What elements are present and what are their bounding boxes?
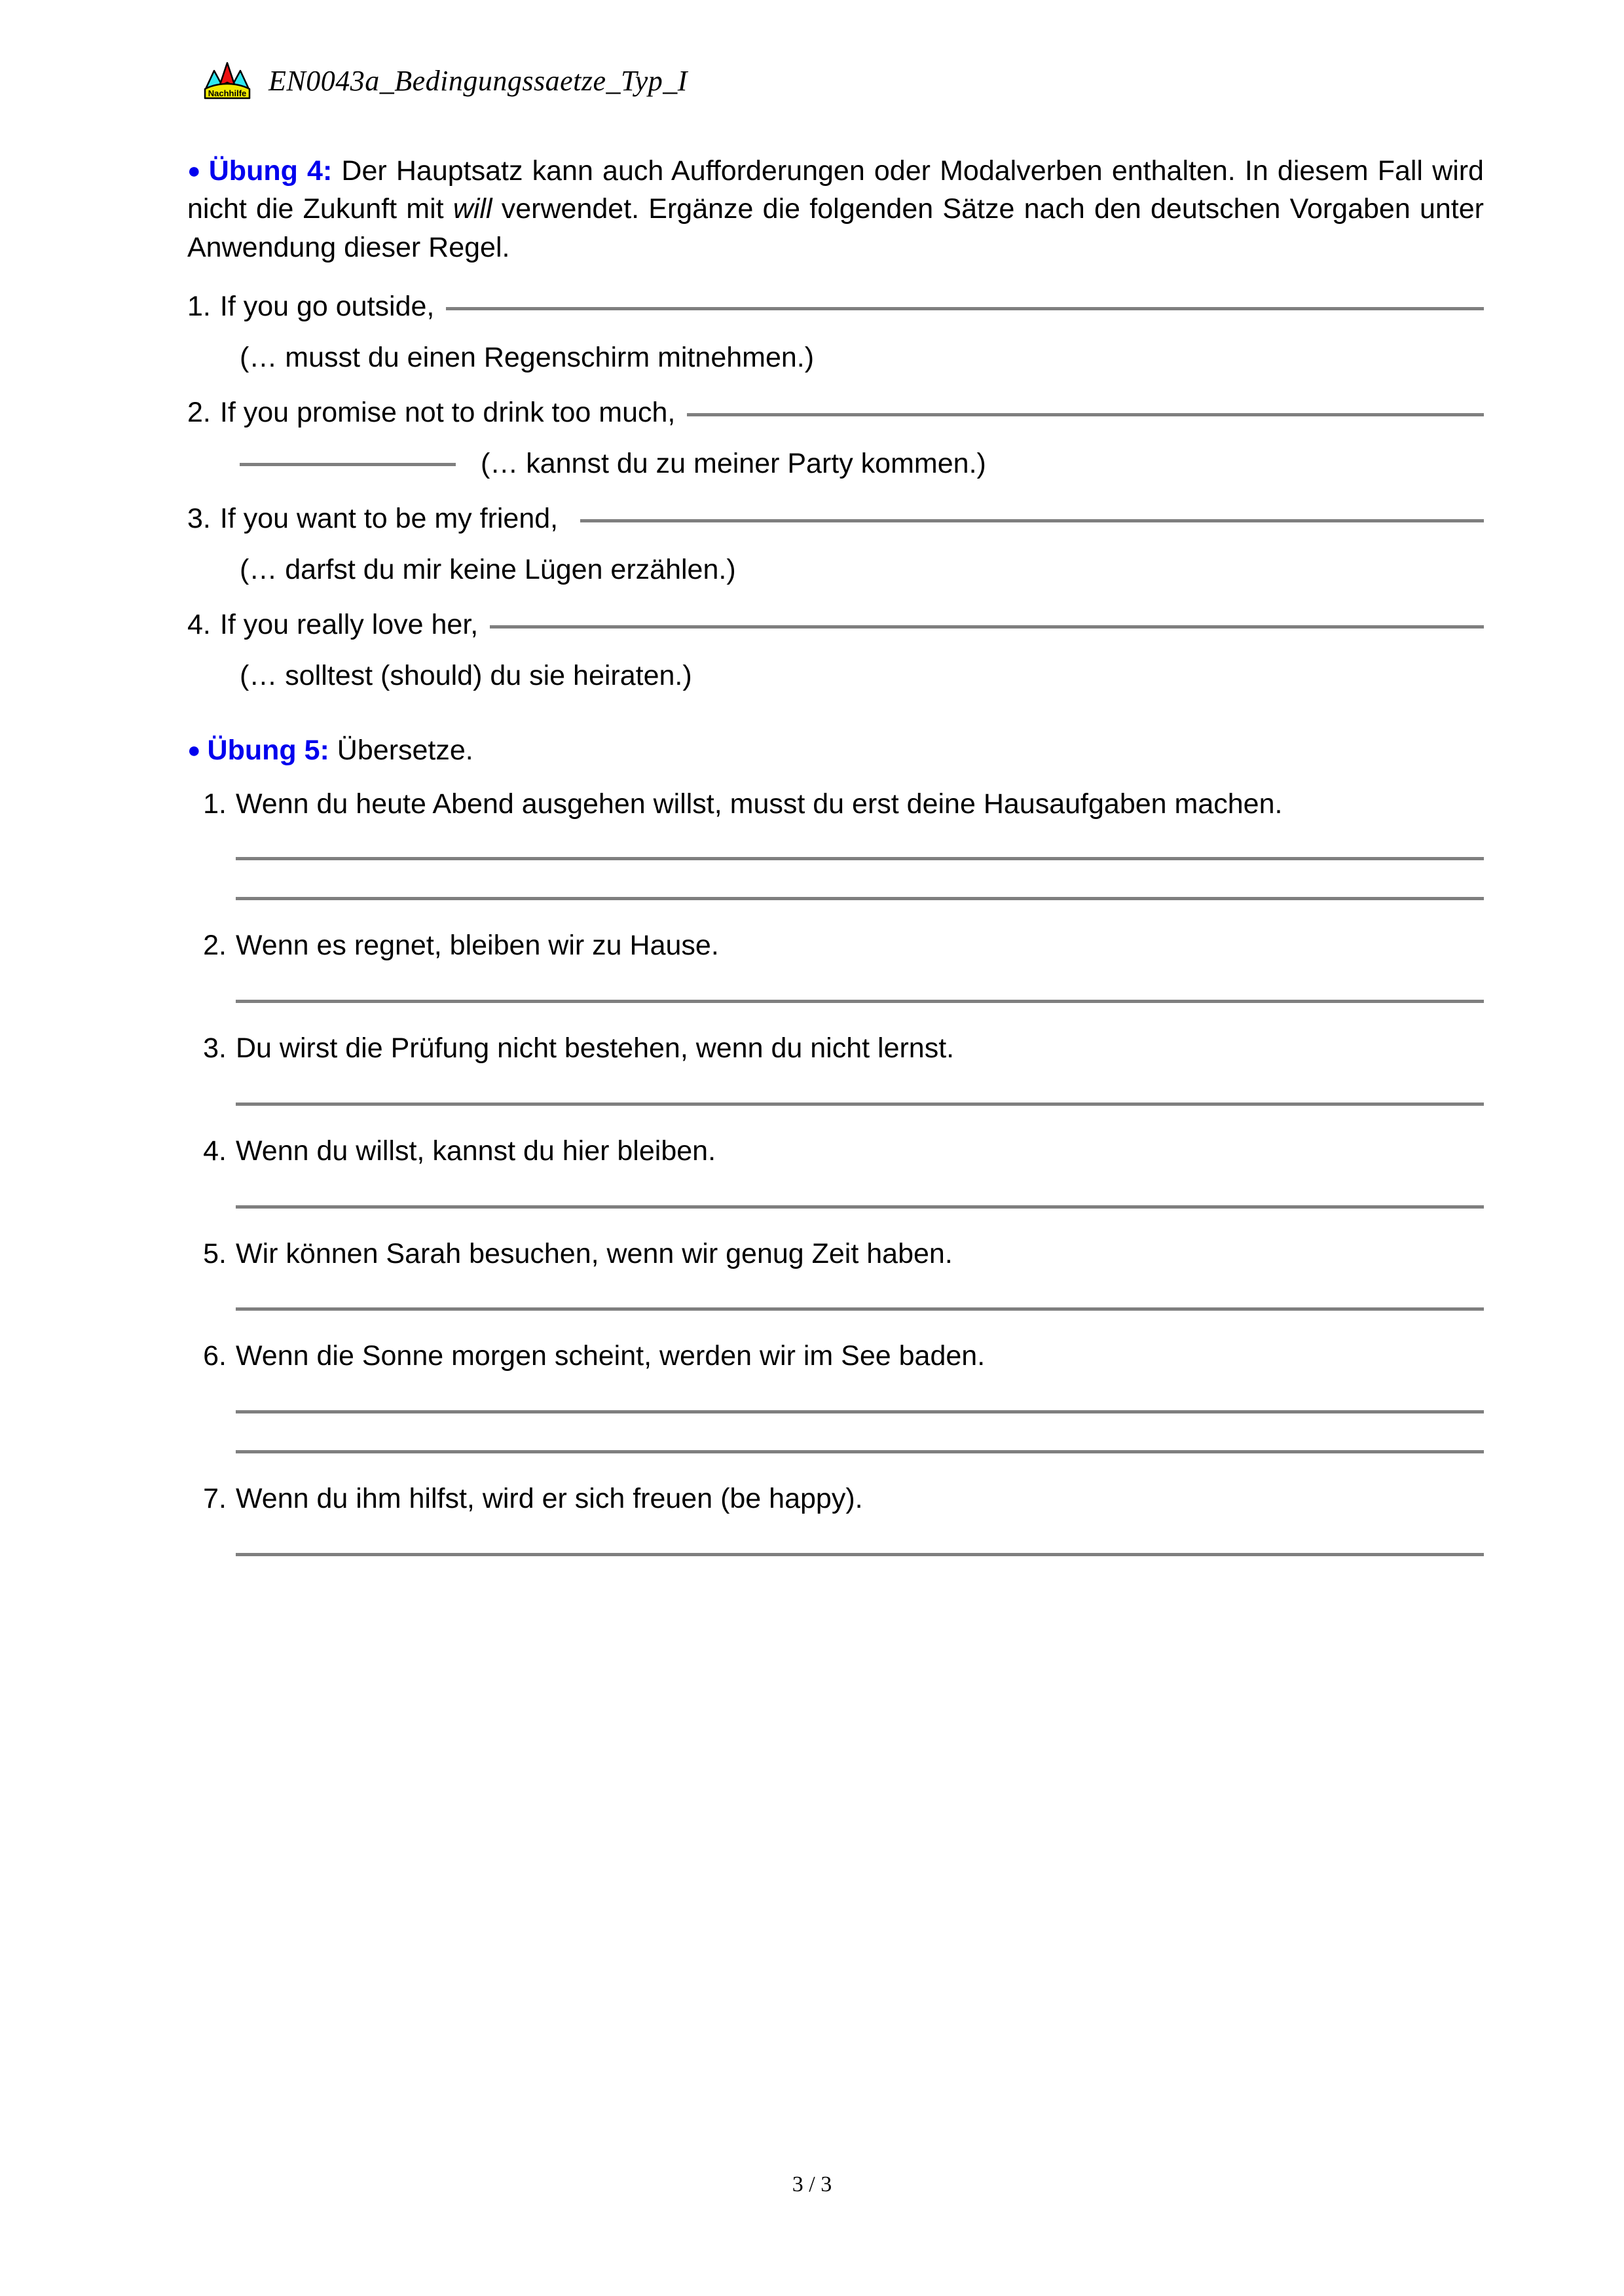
exercise-4-item-1-stem: If you go outside,	[219, 291, 435, 323]
exercise-4-item-2-answer-blank-continued[interactable]	[240, 463, 456, 466]
exercise-5-item-6-row	[187, 1338, 1484, 1375]
exercise-5-item-4-row	[187, 1133, 1484, 1170]
exercise-4-item-4-answer-blank[interactable]	[490, 625, 1484, 629]
exercise-5-item-2-text: Wenn es regnet, bleiben wir zu Hause.	[236, 929, 719, 961]
exercise-5-item-3-answer-line-1[interactable]	[236, 1102, 1484, 1106]
exercise-5-item-3	[187, 1030, 1484, 1106]
exercise-4-item-1-answer-blank[interactable]	[446, 307, 1484, 310]
exercise-5-item-7-number: 7.	[203, 1483, 227, 1515]
exercise-5-item-6-number: 6.	[203, 1340, 227, 1372]
exercise-5-item-1-row	[187, 786, 1484, 823]
exercise-4-item-3-number: 3.	[187, 502, 211, 534]
exercise-5-item-7-answer-line-1[interactable]	[236, 1553, 1484, 1556]
exercise-5-item-list	[187, 786, 1484, 1556]
exercise-5-item-7	[187, 1481, 1484, 1556]
exercise-5-item-2	[187, 928, 1484, 1003]
exercise-4-item-1-hint: (… musst du einen Regenschirm mitnehmen.)	[240, 342, 815, 374]
exercise-5-item-2-answer-line-1[interactable]	[236, 1000, 1484, 1003]
exercise-5-item-6-text: Wenn die Sonne morgen scheint, werden wir im See baden.	[236, 1340, 986, 1372]
document-title: EN0043a_Bedingungssaetze_Typ_I	[268, 64, 688, 97]
exercise-4-item-2-number: 2.	[187, 397, 211, 429]
exercise-5-item-1-answer-line-2[interactable]	[236, 897, 1484, 900]
exercise-4-item-1-number: 1.	[187, 291, 211, 323]
exercise-4-heading	[187, 152, 1484, 266]
exercise-5-item-3-number: 3.	[203, 1032, 227, 1064]
exercise-4-item-2-hint-row	[240, 446, 1484, 483]
exercise-5-item-4-answer-line-1[interactable]	[236, 1205, 1484, 1209]
exercise-4-intro-italic-will: will	[452, 193, 492, 225]
exercise-5-item-5	[187, 1236, 1484, 1311]
logo-label-text: Nachhilfe	[208, 88, 247, 98]
page-footer	[0, 2172, 1624, 2197]
exercise-5-label: Übung 5:	[207, 734, 329, 766]
exercise-5-item-6-answer-line-2[interactable]	[236, 1450, 1484, 1453]
exercise-4-item-1-row	[187, 289, 1484, 325]
exercise-5-item-2-number: 2.	[203, 929, 227, 961]
exercise-4-item-4-stem: If you really love her,	[219, 608, 479, 640]
bullet-icon: ●	[187, 737, 201, 763]
exercise-5-item-4-text: Wenn du willst, kannst du hier bleiben.	[236, 1135, 716, 1167]
exercise-5-item-7-row	[187, 1481, 1484, 1518]
exercise-5-item-5-answer-line-1[interactable]	[236, 1307, 1484, 1311]
exercise-4-item-3-answer-blank[interactable]	[580, 519, 1484, 522]
exercise-5-item-7-text: Wenn du ihm hilfst, wird er sich freuen (be happy).	[236, 1483, 863, 1515]
page-number: 3 / 3	[792, 2172, 832, 2196]
exercise-5-item-4-number: 4.	[203, 1135, 227, 1167]
exercise-4-item-3-stem: If you want to be my friend,	[219, 502, 559, 534]
exercise-4-intro-part2: verwendet. Ergänze die folgenden Sätze nach den deutschen Vorgaben unter Anwendung dieser Regel.	[187, 193, 1484, 263]
exercise-5-item-6-answer-line-1[interactable]	[236, 1410, 1484, 1413]
exercise-4-item-2-answer-blank[interactable]	[687, 413, 1484, 416]
exercise-5-item-5-text: Wir können Sarah besuchen, wenn wir genug Zeit haben.	[236, 1237, 953, 1269]
exercise-4-item-2-stem: If you promise not to drink too much,	[219, 397, 676, 429]
exercise-4-item-2	[187, 395, 1484, 483]
worksheet-content	[187, 152, 1484, 1556]
exercise-5-item-5-number: 5.	[203, 1237, 227, 1269]
exercise-5-heading	[187, 731, 1484, 769]
page-header	[203, 60, 688, 101]
exercise-4-item-2-row	[187, 395, 1484, 431]
exercise-4-item-4	[187, 607, 1484, 695]
nachhilfe-mountain-book-logo-icon	[203, 60, 251, 101]
exercise-4-item-4-number: 4.	[187, 608, 211, 640]
exercise-4-intro-part1: Der Hauptsatz kann auch Aufforderungen oder Modalverben enthalten. In diesem Fall wird nicht die Zukunft mit	[187, 155, 1484, 225]
exercise-5-item-5-row	[187, 1236, 1484, 1273]
exercise-5-instruction: Übersetze.	[329, 734, 473, 766]
exercise-4-item-3	[187, 501, 1484, 589]
exercise-5-item-6	[187, 1338, 1484, 1453]
exercise-4-item-3-hint: (… darfst du mir keine Lügen erzählen.)	[240, 553, 736, 585]
exercise-5-item-1-text: Wenn du heute Abend ausgehen willst, musst du erst deine Hausaufgaben machen.	[236, 788, 1283, 820]
exercise-5-item-1-number: 1.	[203, 788, 227, 820]
exercise-4-label: Übung 4:	[208, 155, 333, 187]
exercise-4-item-2-hint: (… kannst du zu meiner Party kommen.)	[480, 448, 986, 480]
exercise-4-item-4-row	[187, 607, 1484, 644]
exercise-5-item-1	[187, 786, 1484, 900]
exercise-4-item-4-hint: (… solltest (should) du sie heiraten.)	[240, 659, 692, 691]
exercise-4-item-3-row	[187, 501, 1484, 538]
exercise-5-item-1-answer-line-1[interactable]	[236, 857, 1484, 860]
exercise-5-item-3-text: Du wirst die Prüfung nicht bestehen, wenn du nicht lernst.	[236, 1032, 955, 1064]
exercise-5-item-3-row	[187, 1030, 1484, 1067]
exercise-4-item-list	[187, 289, 1484, 694]
exercise-5-item-4	[187, 1133, 1484, 1209]
exercise-5-item-2-row	[187, 928, 1484, 964]
exercise-4-item-1	[187, 289, 1484, 376]
bullet-icon: ●	[187, 158, 202, 183]
